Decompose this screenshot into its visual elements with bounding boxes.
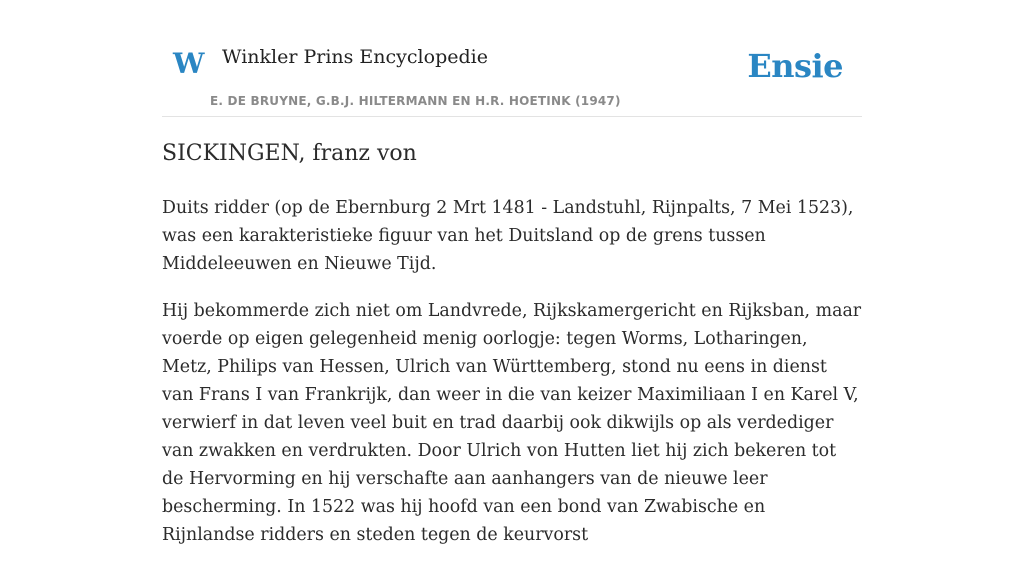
winkler-prins-logo-icon[interactable]: W bbox=[173, 47, 205, 80]
entry-paragraph: Duits ridder (op de Ebernburg 2 Mrt 1481 - Landstuhl, Rijnpalts, 7 Mei 1523), was een karakteristieke figuur van het Duitsland op de grens tussen Middeleeuwen en Nieuwe Tijd. bbox=[162, 198, 854, 274]
source-title-link[interactable]: Winkler Prins Encyclopedie bbox=[222, 46, 488, 68]
source-authors: E. DE BRUYNE, G.B.J. HILTERMANN EN H.R. HOETINK (1947) bbox=[210, 94, 621, 108]
entry-content bbox=[162, 138, 862, 568]
entry-paragraph: Hij bekommerde zich niet om Landvrede, Rijkskamergericht en Rijksban, maar voerde op eigen gelegenheid menig oorlogje: tegen Worms, Lotharingen, Metz, Philips van Hessen, Ulrich van Württemberg, stond nu eens in dienst van Frans I van Frankrijk, dan weer in die van keizer Maximiliaan I en Karel V, verwierf in dat leven veel buit en trad daarbij ook dikwijls op als verdediger van zwakken en verdrukten. Door Ulrich von Hutten liet hij zich bekeren tot de Hervorming en hij verschafte aan aanhangers van de nieuwe leer bescherming. In 1522 was hij hoofd van een bond van Zwabische en Rijnlandse ridders en steden tegen de keurvorst bbox=[162, 301, 862, 545]
entry-title: SICKINGEN, franz von bbox=[162, 141, 417, 166]
source-header bbox=[162, 0, 862, 117]
ensie-logo-link[interactable]: Ensie bbox=[747, 47, 843, 85]
